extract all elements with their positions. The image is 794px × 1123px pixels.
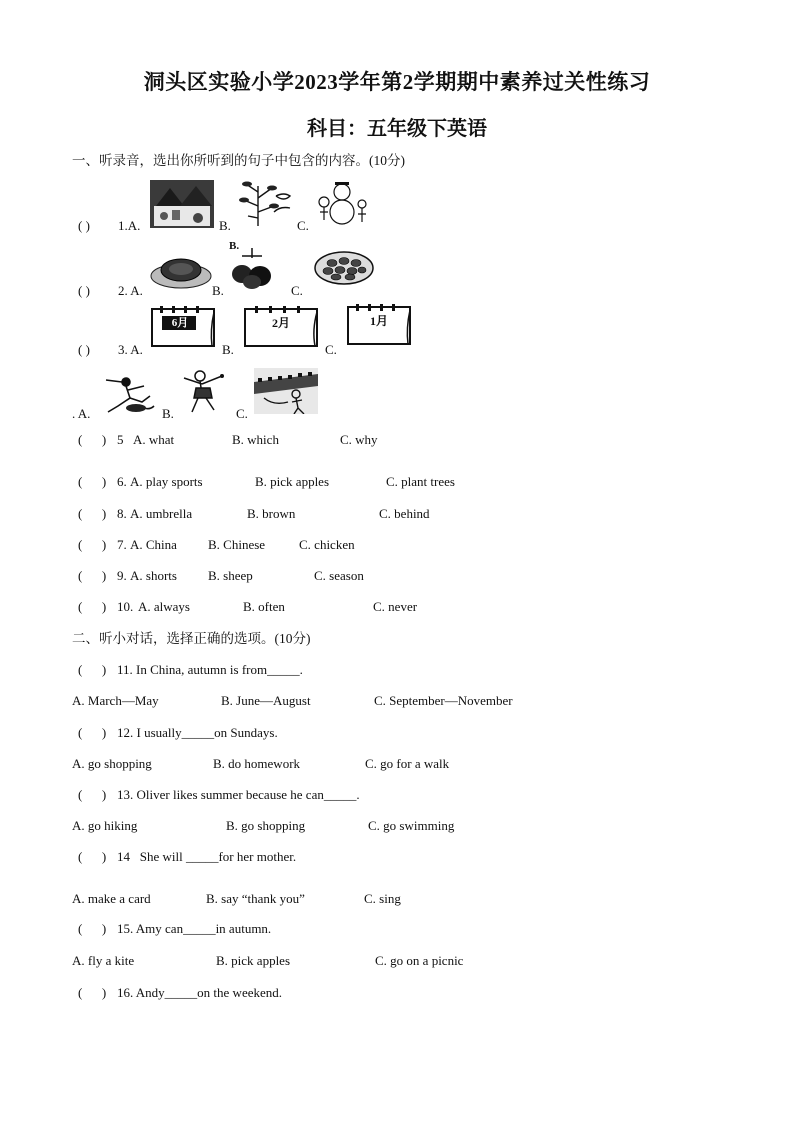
snow-scene-image	[150, 180, 214, 228]
option-c: C. sing	[364, 891, 401, 906]
answer-paren[interactable]: ( )	[78, 849, 107, 864]
option-a: A. shorts	[130, 568, 177, 583]
subject-title: 科目：五年级下英语	[307, 118, 487, 140]
q3-label-c: C.	[325, 342, 337, 357]
option-c: C. behind	[379, 506, 430, 521]
option-c: C. go on a picnic	[375, 953, 464, 968]
calendar-june-image	[150, 306, 216, 348]
answer-paren-2[interactable]: ( )	[78, 283, 90, 298]
question-stem: 16. Andy_____on the weekend.	[117, 985, 283, 1000]
option-a: A. go shopping	[72, 756, 152, 771]
q3-label-b: B.	[222, 342, 234, 357]
calendar-february-image	[243, 306, 321, 348]
option-a: A. March—May	[72, 693, 159, 708]
option-b: B. say “thank you”	[206, 891, 305, 906]
option-b: B. June—August	[221, 693, 311, 708]
q4-label-b: B.	[162, 406, 174, 421]
answer-paren[interactable]: ( )	[78, 985, 107, 1000]
dumpling-plate-image	[314, 246, 374, 286]
answer-paren[interactable]: ( )	[78, 568, 107, 583]
option-a: A. what	[133, 432, 175, 447]
great-wall-image	[254, 368, 318, 414]
leaf-plant-image	[238, 178, 294, 228]
calendar-february-text: 2月	[271, 316, 290, 330]
q1-label-c: C.	[297, 218, 309, 233]
calendar-january-text: 1月	[369, 314, 388, 328]
section2-heading: 二、听小对话，选择正确的选项。(10分)	[72, 631, 311, 646]
q2-label-c: C.	[291, 283, 303, 298]
answer-paren[interactable]: ( )	[78, 921, 107, 936]
option-a: A. always	[138, 599, 190, 614]
section1-heading: 一、听录音，选出你所听到的句子中包含的内容。(10分)	[72, 153, 405, 168]
option-a: A. play sports	[130, 474, 203, 489]
answer-paren[interactable]: ( )	[78, 506, 107, 521]
question-number: 7.	[117, 537, 127, 552]
option-a: A. China	[130, 537, 177, 552]
q2-label-b: B.	[212, 283, 224, 298]
dumplings-image	[228, 246, 276, 290]
option-c: C. season	[314, 568, 364, 583]
option-b: B. which	[232, 432, 279, 447]
q4-label-c: C.	[236, 406, 248, 421]
answer-paren[interactable]: ( )	[78, 537, 107, 552]
option-b: B. go shopping	[226, 818, 306, 833]
question-stem: 12. I usually_____on Sundays.	[117, 725, 278, 740]
answer-paren[interactable]: ( )	[78, 787, 107, 802]
option-c: C. go for a walk	[365, 756, 450, 771]
option-b: B. brown	[247, 506, 296, 521]
option-c: C. September—November	[374, 693, 513, 708]
option-a: A. fly a kite	[72, 953, 135, 968]
question-number: 10.	[117, 599, 134, 614]
option-b: B. do homework	[213, 756, 301, 771]
question-stem: 13. Oliver likes summer because he can_____.	[117, 787, 360, 802]
option-a: A. go hiking	[72, 818, 138, 833]
calendar-june-text: 6月	[171, 317, 189, 329]
option-c: C. never	[373, 599, 418, 614]
question-stem: 15. Amy can_____in autumn.	[117, 921, 272, 936]
option-b: B. pick apples	[255, 474, 330, 489]
option-b: B. often	[243, 599, 285, 614]
question-stem: 14 She will _____for her mother.	[117, 849, 297, 864]
option-b: B. pick apples	[216, 953, 291, 968]
option-a: A. make a card	[72, 891, 151, 906]
q1-label-a: 1.A.	[118, 218, 141, 233]
question-stem: 11. In China, autumn is from_____.	[117, 662, 303, 677]
question-number: 5	[117, 432, 124, 447]
option-c: C. plant trees	[386, 474, 455, 489]
option-c: C. chicken	[299, 537, 355, 552]
option-c: C. why	[340, 432, 378, 447]
question-number: 6.	[117, 474, 127, 489]
answer-paren-1[interactable]: ( )	[78, 218, 90, 233]
q1-label-b: B.	[219, 218, 231, 233]
question-number: 9.	[117, 568, 127, 583]
answer-paren[interactable]: ( )	[78, 432, 107, 447]
option-a: A. umbrella	[130, 506, 193, 521]
q2-label-a: 2. A.	[118, 283, 143, 298]
q4-label-a: . A.	[72, 406, 91, 421]
answer-paren[interactable]: ( )	[78, 725, 107, 740]
answer-paren-3[interactable]: ( )	[78, 342, 90, 357]
option-b: B. Chinese	[208, 537, 266, 552]
girl-dancing-image	[178, 366, 230, 414]
question-number: 8.	[117, 506, 127, 521]
q3-label-a: 3. A.	[118, 342, 143, 357]
person-skating-image	[100, 372, 156, 416]
mooncake-image	[150, 250, 212, 290]
kids-snowman-image	[316, 180, 368, 228]
option-b: B. sheep	[208, 568, 253, 583]
answer-paren[interactable]: ( )	[78, 599, 107, 614]
answer-paren[interactable]: ( )	[78, 662, 107, 677]
page-title: 洞头区实验小学2023学年第2学期期中素养过关性练习	[143, 70, 651, 94]
option-c: C. go swimming	[368, 818, 455, 833]
answer-paren[interactable]: ( )	[78, 474, 107, 489]
q2-extra-label: B.	[229, 240, 240, 252]
calendar-january-image	[346, 304, 414, 346]
